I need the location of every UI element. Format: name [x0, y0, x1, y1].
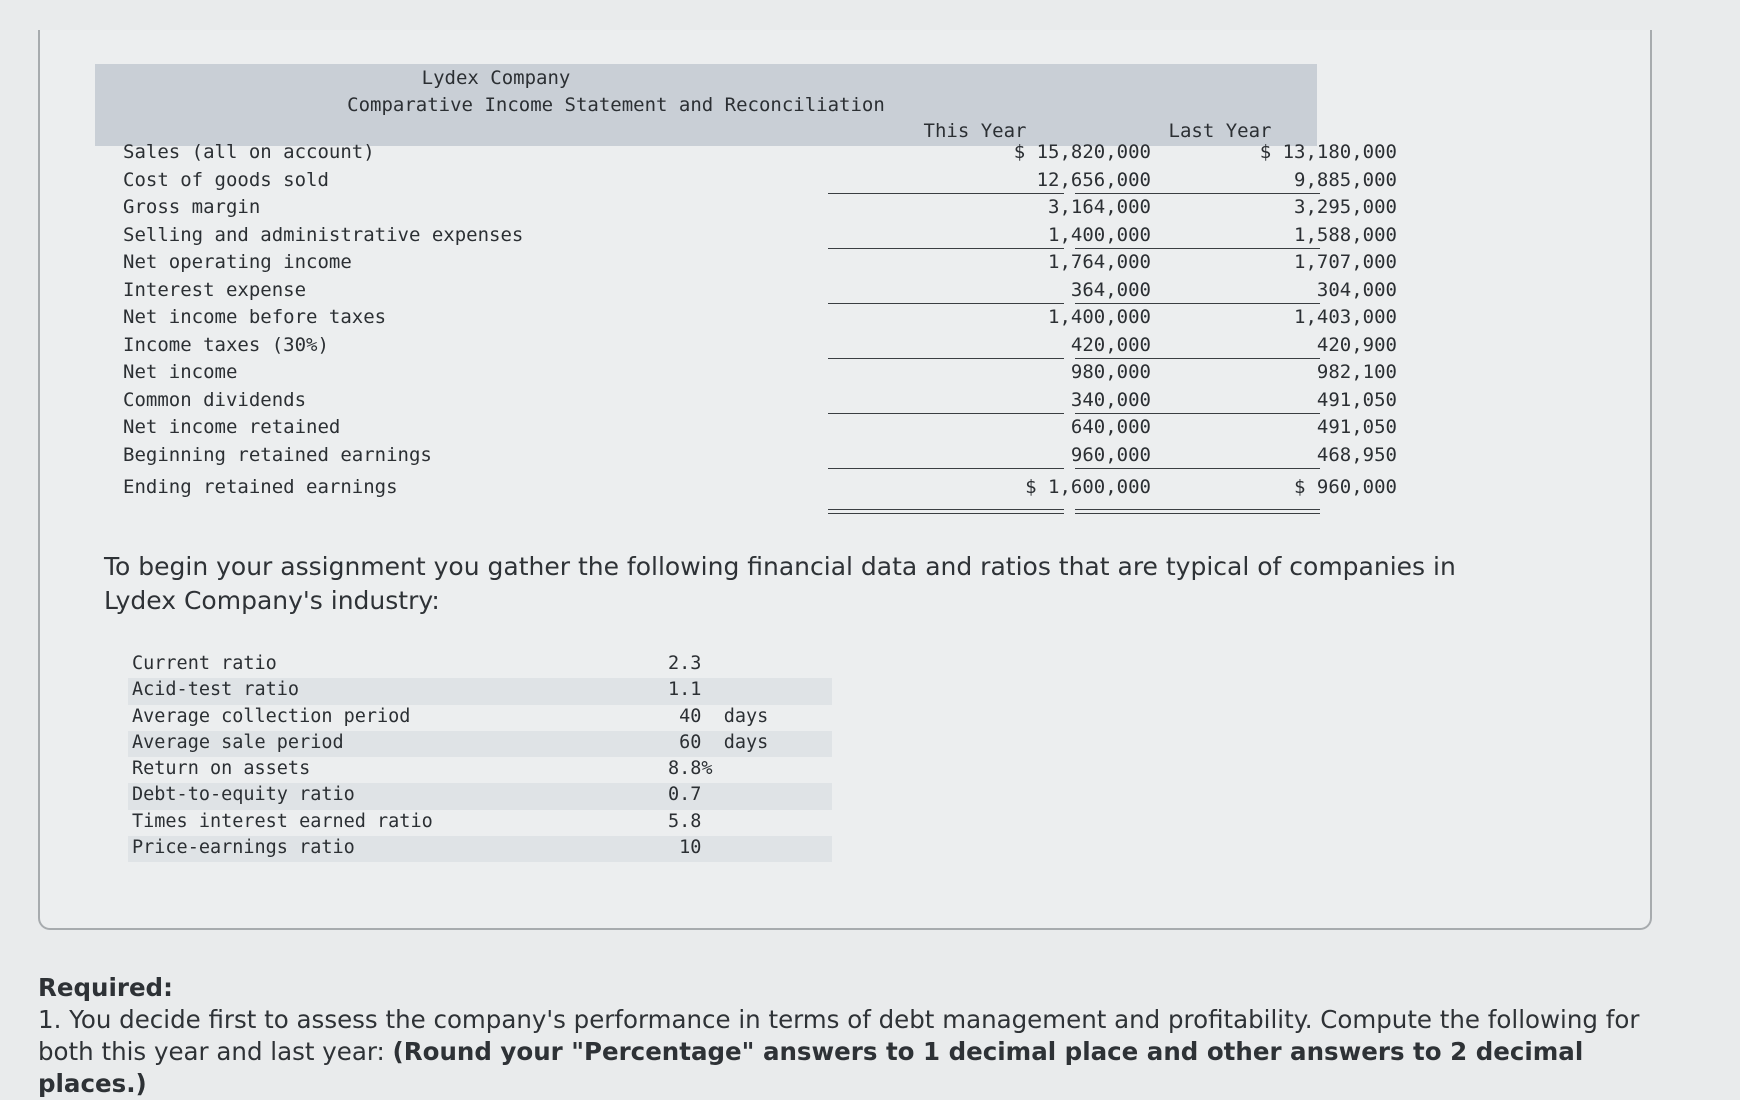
ratio-value: 60 days	[668, 731, 769, 753]
this-year-value: 980,000	[1070, 361, 1151, 383]
subtotal-rule	[1075, 303, 1320, 304]
subtotal-rule	[828, 358, 1064, 359]
required-section	[38, 972, 1698, 1100]
statement-row	[95, 443, 1397, 471]
subtotal-rule	[828, 248, 1064, 249]
ratio-value: 5.8	[668, 810, 702, 832]
statement-row	[95, 470, 1397, 504]
ratio-row	[128, 836, 832, 862]
ratio-label: Return on assets	[132, 758, 311, 780]
ratio-label: Times interest earned ratio	[132, 810, 433, 832]
ratio-value: 0.7	[668, 784, 702, 806]
this-year-value: 3,164,000	[1048, 196, 1151, 218]
this-year-value: 640,000	[1070, 416, 1151, 438]
ratio-row	[128, 705, 832, 731]
statement-rows	[95, 140, 1397, 504]
this-year-value: 1,400,000	[1048, 306, 1151, 328]
intro-text: To begin your assignment you gather the following financial data and ratios that are typical of companies in Lydex Company's industry:	[104, 552, 1456, 615]
statement-title: Comparative Income Statement and Reconciliation	[347, 94, 885, 116]
subtotal-rule	[828, 303, 1064, 304]
subtotal-rule	[1075, 358, 1320, 359]
row-label: Selling and administrative expenses	[123, 223, 524, 246]
statement-row	[95, 223, 1397, 251]
industry-ratios-table	[128, 652, 832, 862]
required-text: 1. You decide first to assess the company's performance in terms of debt management and profitability. Compute the following for both this year and last year:	[38, 1005, 1640, 1066]
subtotal-rule	[1075, 468, 1320, 469]
statement-row	[95, 360, 1397, 388]
statement-row	[95, 278, 1397, 306]
subtotal-rule	[1075, 413, 1320, 414]
column-header-this-year: This Year	[923, 120, 1027, 142]
last-year-value: 1,707,000	[1294, 251, 1397, 273]
ratio-label: Current ratio	[132, 653, 277, 674]
this-year-value: $ 15,820,000	[1013, 141, 1151, 163]
last-year-value: 491,050	[1316, 416, 1397, 438]
ratio-row	[128, 678, 832, 704]
rounding-instructions: (Round your "Percentage" answers to 1 decimal place and other answers to 2 decimal places.)	[38, 1037, 1584, 1098]
row-label: Sales (all on account)	[123, 141, 375, 163]
row-label: Interest expense	[123, 278, 307, 301]
row-label: Net income retained	[123, 416, 341, 438]
last-year-value: 9,885,000	[1294, 168, 1397, 191]
ratio-value: 1.1	[668, 679, 702, 701]
this-year-value: 1,764,000	[1048, 251, 1151, 273]
ratio-label: Price-earnings ratio	[132, 837, 355, 859]
this-year-value: 364,000	[1070, 278, 1151, 301]
row-label: Net income before taxes	[123, 306, 387, 328]
subtotal-rule	[1075, 248, 1320, 249]
statement-row	[95, 388, 1397, 416]
subtotal-rule	[1075, 193, 1320, 194]
ratio-row	[128, 652, 832, 678]
ratio-label: Average sale period	[132, 731, 344, 753]
required-heading: Required:	[38, 973, 173, 1002]
ratio-value: 40 days	[668, 705, 769, 727]
row-label: Net income	[123, 361, 238, 383]
this-year-value: 960,000	[1070, 443, 1151, 466]
last-year-value: 468,950	[1316, 443, 1397, 466]
ratio-row	[128, 731, 832, 757]
statement-row	[95, 140, 1397, 168]
row-label: Cost of goods sold	[123, 168, 329, 191]
ratio-label: Acid-test ratio	[132, 679, 300, 701]
last-year-value: 1,588,000	[1294, 223, 1397, 246]
last-year-value: $ 13,180,000	[1259, 141, 1397, 163]
ratio-row	[128, 783, 832, 809]
subtotal-rule	[828, 468, 1064, 469]
last-year-value: 491,050	[1316, 388, 1397, 411]
subtotal-rule	[828, 413, 1064, 414]
company-name: Lydex Company	[421, 67, 571, 89]
last-year-value: 1,403,000	[1294, 306, 1397, 328]
ratio-value: 2.3	[668, 653, 702, 674]
column-header-last-year: Last Year	[1168, 120, 1272, 142]
row-label: Gross margin	[123, 196, 261, 218]
statement-row	[95, 168, 1397, 196]
ratio-row	[128, 810, 832, 836]
statement-row	[95, 250, 1397, 278]
this-year-value: 420,000	[1070, 333, 1151, 356]
statement-header	[95, 64, 1317, 146]
row-label: Common dividends	[123, 388, 307, 411]
ratio-label: Debt-to-equity ratio	[132, 784, 355, 806]
ratio-row	[128, 757, 832, 783]
statement-row	[95, 305, 1397, 333]
last-year-value: 982,100	[1316, 361, 1397, 383]
total-double-rule	[1075, 509, 1320, 514]
subtotal-rule	[828, 193, 1064, 194]
row-label: Net operating income	[123, 251, 352, 273]
this-year-value: $ 1,600,000	[1025, 476, 1151, 498]
row-label: Beginning retained earnings	[123, 443, 432, 466]
income-statement	[95, 64, 1397, 504]
statement-row	[95, 333, 1397, 361]
last-year-value: $ 960,000	[1294, 476, 1397, 498]
this-year-value: 12,656,000	[1036, 168, 1151, 191]
last-year-value: 420,900	[1316, 333, 1397, 356]
ratio-value: 8.8%	[668, 758, 713, 780]
ratio-label: Average collection period	[132, 705, 411, 727]
required-instructions	[38, 1004, 1698, 1100]
this-year-value: 1,400,000	[1048, 223, 1151, 246]
last-year-value: 304,000	[1316, 278, 1397, 301]
this-year-value: 340,000	[1070, 388, 1151, 411]
statement-row	[95, 195, 1397, 223]
statement-row	[95, 415, 1397, 443]
row-label: Income taxes (30%)	[123, 333, 329, 356]
row-label: Ending retained earnings	[123, 476, 398, 498]
ratio-value: 10	[668, 837, 702, 859]
last-year-value: 3,295,000	[1294, 196, 1397, 218]
total-double-rule	[828, 509, 1064, 514]
